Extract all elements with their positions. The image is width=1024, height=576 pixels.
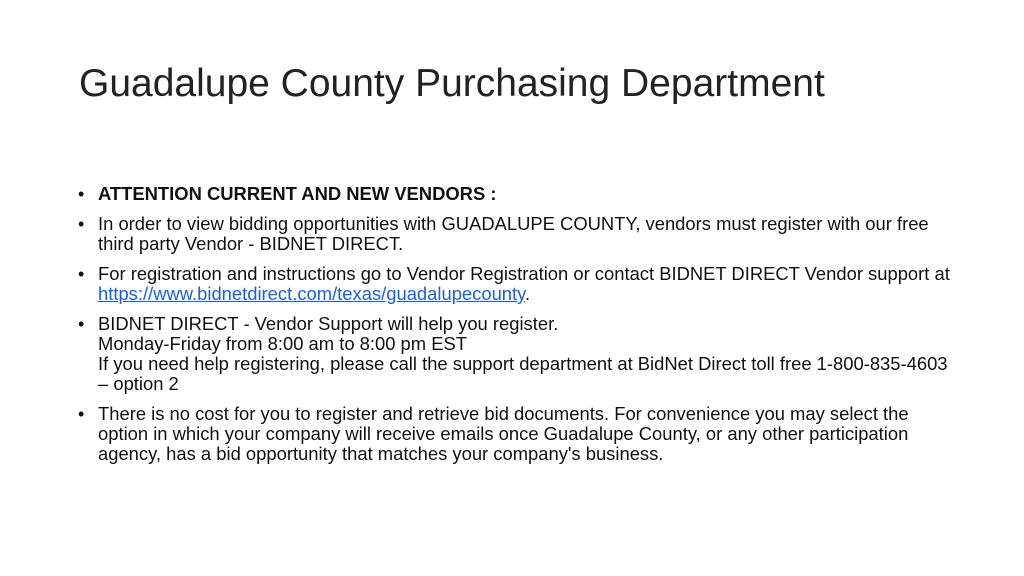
bullet-dot-icon: • — [78, 184, 85, 204]
support-phone-info: If you need help registering, please call the support department at BidNet Direct toll free 1-800-835-4603 – option 2 — [98, 353, 948, 394]
bullet-text: For registration and instructions go to Vendor Registration or contact BIDNET DIRECT Vendor support at — [98, 263, 950, 284]
bullet-text: In order to view bidding opportunities with GUADALUPE COUNTY, vendors must register with our free third party Vendor - BIDNET DIRECT. — [98, 213, 929, 254]
bullet-text: There is no cost for you to register and retrieve bid documents. For convenience you may select the option in which your company will receive emails once Guadalupe County, or any other participation agency, has a bid opportunity that matches your company's business. — [98, 403, 909, 464]
bullet-dot-icon: • — [78, 404, 85, 424]
support-line-1: BIDNET DIRECT - Vendor Support will help you register. — [98, 313, 559, 334]
bullet-list — [78, 184, 958, 474]
bullet-text: ATTENTION CURRENT AND NEW VENDORS : — [98, 183, 497, 204]
bullet-dot-icon: • — [78, 264, 85, 284]
support-hours: Monday-Friday from 8:00 am to 8:00 pm EST — [98, 333, 467, 354]
bullet-no-cost — [78, 404, 958, 464]
bullet-text-end: . — [524, 283, 531, 304]
bullet-attention — [78, 184, 958, 204]
bidnet-link[interactable]: https://www.bidnetdirect.com/texas/guadalupecounty — [98, 283, 525, 304]
slide-title: Guadalupe County Purchasing Department — [79, 62, 825, 105]
bullet-dot-icon: • — [78, 214, 85, 234]
bullet-registration-instructions — [78, 264, 958, 304]
bullet-dot-icon: • — [78, 314, 85, 334]
bullet-support — [78, 314, 958, 394]
bullet-register-info — [78, 214, 958, 254]
